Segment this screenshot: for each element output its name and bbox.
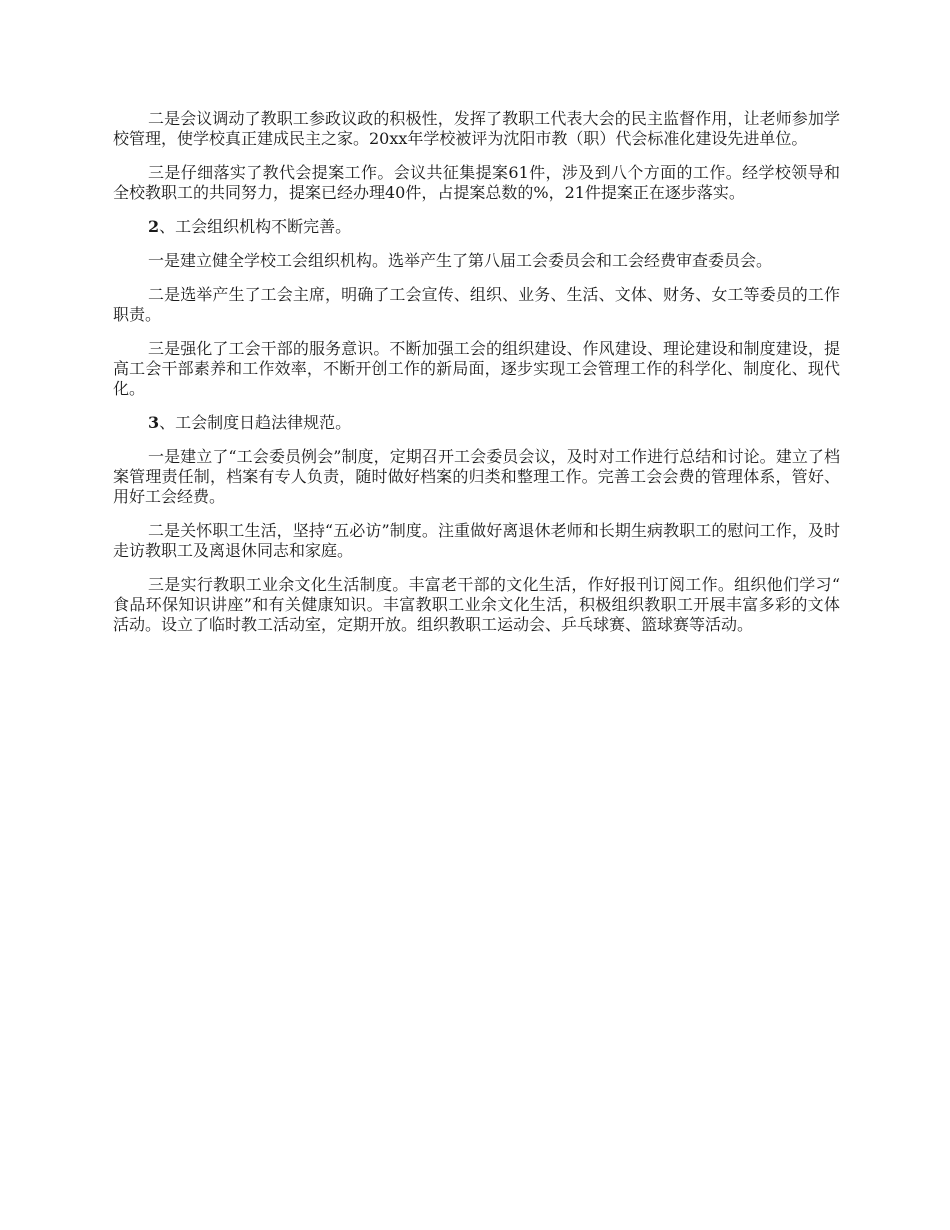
- section-heading-3: [113, 413, 840, 433]
- section-heading-text: 、工会制度日趋法律规范。: [159, 413, 352, 432]
- section-number: 2: [148, 217, 160, 236]
- section-heading-2: [113, 217, 840, 237]
- paragraph-2: 三是仔细落实了教代会提案工作。会议共征集提案61件，涉及到八个方面的工作。经学校领导和全校教职工的共同努力，提案已经办理40件，占提案总数的%，21件提案正在逐步落实。: [113, 163, 840, 202]
- section-heading-text: 、工会组织机构不断完善。: [159, 217, 352, 236]
- paragraph-1: 二是会议调动了教职工参政议政的积极性，发挥了教职工代表大会的民主监督作用，让老师参加学校管理，使学校真正建成民主之家。20xx年学校被评为沈阳市教（职）代会标准化建设先进单位。: [113, 109, 840, 148]
- section-number: 3: [148, 413, 160, 432]
- paragraph-5: 三是强化了工会干部的服务意识。不断加强工会的组织建设、作风建设、理论建设和制度建设，提高工会干部素养和工作效率，不断开创工作的新局面，逐步实现工会管理工作的科学化、制度化、现代化。: [113, 339, 840, 398]
- paragraph-7: 二是关怀职工生活，坚持“五必访”制度。注重做好离退休老师和长期生病教职工的慰问工作，及时走访教职工及离退休同志和家庭。: [113, 521, 840, 560]
- paragraph-4: 二是选举产生了工会主席，明确了工会宣传、组织、业务、生活、文体、财务、女工等委员的工作职责。: [113, 285, 840, 324]
- paragraph-8: 三是实行教职工业余文化生活制度。丰富老干部的文化生活，作好报刊订阅工作。组织他们学习“食品环保知识讲座”和有关健康知识。丰富教职工业余文化生活，积极组织教职工开展丰富多彩的文体活动。设立了临时教工活动室，定期开放。组织教职工运动会、乒乓球赛、篮球赛等活动。: [113, 575, 840, 634]
- document-page: [113, 109, 840, 649]
- paragraph-6: 一是建立了“工会委员例会”制度，定期召开工会委员会议，及时对工作进行总结和讨论。建立了档案管理责任制，档案有专人负责，随时做好档案的归类和整理工作。完善工会会费的管理体系，管好、用好工会经费。: [113, 447, 840, 506]
- paragraph-3: 一是建立健全学校工会组织机构。选举产生了第八届工会委员会和工会经费审查委员会。: [148, 251, 773, 270]
